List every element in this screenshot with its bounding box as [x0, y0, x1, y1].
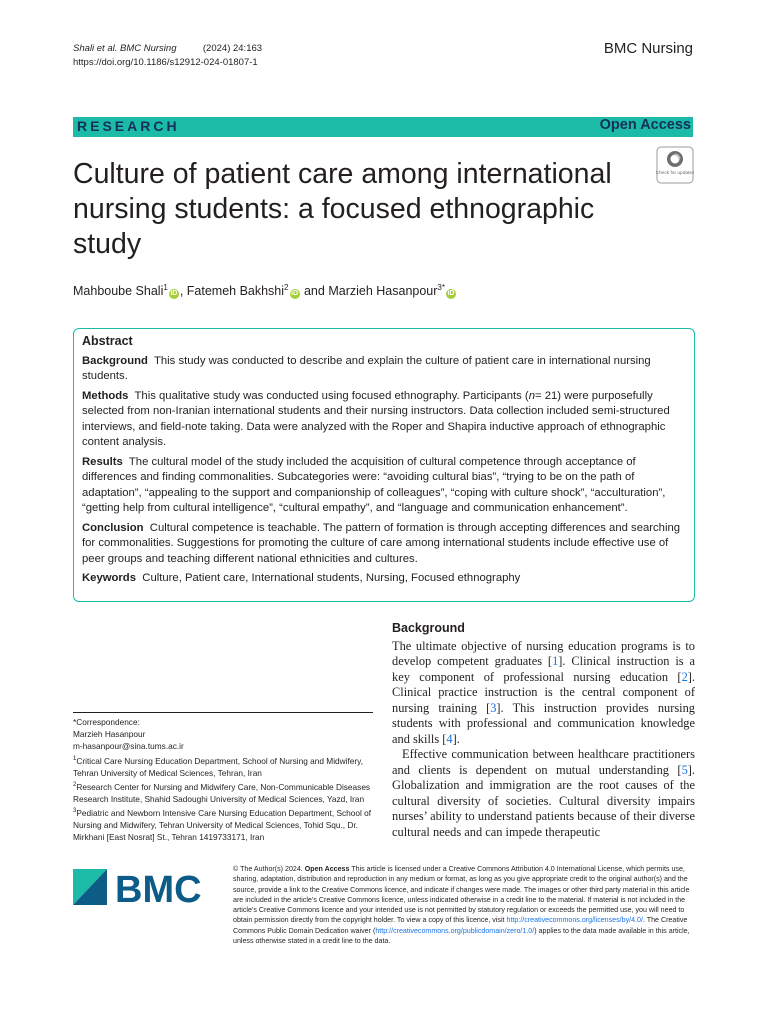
bmc-logo-text: BMC [115, 869, 202, 909]
body-paragraph: Effective communication between healthcare practitioners and clients is dependent on mutual understanding [5]. Globalization and immigration are the root causes of the cultural diversity of societies. Cultural diversity impairs nurses’ ability to understand patients because of their diverse cultural needs and can impede therapeutic [392, 747, 695, 839]
affiliation: $^3$Pediatric and Newborn Intensive Care Nursing Education Department, School of Nursing and Midwifery, Tehran University of Medical Sciences, Tohid Squ., Dr. Mirkhani [East Nosrat] St., Tehran 1419733171, Iran [73, 807, 372, 843]
citation-link[interactable]: 4 [446, 731, 453, 746]
article-title: Culture of patient care among international nursing students: a focused ethnographic study [73, 158, 612, 260]
journal-name: BMC Nursing [603, 40, 693, 57]
citation-link[interactable]: 3 [490, 700, 497, 715]
bmc-logo [73, 865, 215, 909]
abstract-box [73, 328, 695, 602]
check-for-updates-icon[interactable] [656, 146, 694, 184]
citation-link[interactable]: 5 [681, 762, 688, 777]
author-name[interactable]: Marzieh Hasanpour [328, 284, 438, 299]
affiliation: $^2$Research Center for Nursing and Midwifery Care, Non-Communicable Diseases Research Institute, Shahid Sadoughi University of Medical Sciences, Yazd, Iran [73, 781, 371, 804]
orcid-icon[interactable]: iD [447, 290, 455, 298]
correspondence-label: *Correspondence: [73, 717, 140, 727]
orcid-icon[interactable]: iD [291, 290, 298, 298]
author-name[interactable]: Fatemeh Bakhshi [186, 284, 285, 299]
body-paragraph: The ultimate objective of nursing education programs is to develop competent graduates [1]. Clinical instruction is a key component of professional nursing education [2]. Clinical practice instruction is the central component of nursing training [3]. This instruction provides nursing students with professional and communication knowledge and skills [4]. [392, 638, 695, 746]
abstract-keywords: Keywords Culture, Patient care, International students, Nursing, Focused ethnography [82, 572, 521, 584]
research-label: RESEARCH [77, 118, 180, 134]
correspondence-email[interactable]: m-hasanpour@sina.tums.ac.ir [73, 741, 184, 752]
abstract-conclusion: Conclusion Cultural competence is teachable. The pattern of formation is through accepting differences and searching for commonalities. Suggestions for promoting the culture of care among international students include effective use of peer groups and teaching different national ethnicities and cultures. [82, 521, 681, 565]
public-domain-link[interactable]: http://creativecommons.org/publicdomain/zero/1.0/ [375, 926, 535, 935]
open-access-label: Open Access [599, 117, 691, 133]
abstract-background: Background This study was conducted to describe and explain the culture of patient care in international nursing students. [82, 354, 651, 382]
abstract-methods: Methods This qualitative study was conducted using focused ethnography. Participants (n= 21) were purposefully selected from non-Iranian international students and their nursing instructors. Data collection included semi-structured interviews, and field-note taking. Data were analyzed with the Roper and Shapira inductive approach of ethnographic content analysis. [82, 389, 670, 448]
affiliation: $^1$Critical Care Nursing Education Department, School of Nursing and Midwifery, Tehran University of Medical Sciences, Tehran, Iran [73, 755, 364, 778]
body-column [392, 621, 695, 840]
author-name[interactable]: Mahboube Shali [73, 284, 164, 299]
citation-link[interactable]: 1 [552, 654, 559, 668]
citation-volume: (2024) 24:163 [202, 43, 263, 54]
section-heading: Background [392, 621, 465, 635]
abstract-results: Results The cultural model of the study included the acquisition of cultural competence through acceptance of differences and finding commonalities. Subcategories were: “avoiding cultural bias”, “trying to be on the path of adaptation”, “appealing to the support and companionship of colleagues”, “coping with culture shock”, “acculturation”, “getting help from cultural intelligence”, “cultural empathy”, and “language and communication enhancement”. [82, 455, 666, 514]
running-header [73, 42, 262, 70]
license-link[interactable]: http://creativecommons.org/licenses/by/4.0/ [506, 916, 643, 925]
citation-authors: Shali et al. BMC Nursing [73, 43, 177, 54]
abstract-heading: Abstract [82, 334, 133, 348]
citation-link[interactable]: 2 [681, 669, 688, 684]
check-updates-label: Check for updates [656, 171, 694, 176]
correspondence-name: Marzieh Hasanpour [73, 729, 146, 740]
doi-link[interactable]: https://doi.org/10.1186/s12912-024-01807-1 [73, 57, 258, 68]
orcid-icon[interactable]: iD [170, 290, 178, 298]
author-list: Mahboube Shali$^1$iD , Fatemeh Bakhshi$^2$iD and Marzieh Hasanpour$^{3*}$iD [73, 283, 455, 299]
license-text: © The Author(s) 2024. Open Access This article is licensed under a Creative Commons Attribution 4.0 International License, which permits use, sharing, adaptation, distribution and reproduction in any medium or format, as long as you give appropriate credit to the original author(s) and the source, provide a link to the Creative Commons licence, and indicate if changes were made. The images or other third party material in this article are included in the article’s Creative Commons licence, unless indicated otherwise in a credit line to the material. If material is not included in the article’s Creative Commons licence and your intended use is not permitted by statutory regulation or exceeds the permitted use, you will need to obtain permission directly from the copyright holder. To view a copy of this licence, visit http://creativecommons.org/licenses/by/4.0/. The Creative Commons Public Domain Dedication waiver (http://creativecommons.org/publicdomain/zero/1.0/) applies to the data made available in this article, unless otherwise stated in a credit line to the data. [233, 865, 690, 946]
correspondence-footnote [73, 712, 373, 843]
research-banner [73, 117, 693, 137]
